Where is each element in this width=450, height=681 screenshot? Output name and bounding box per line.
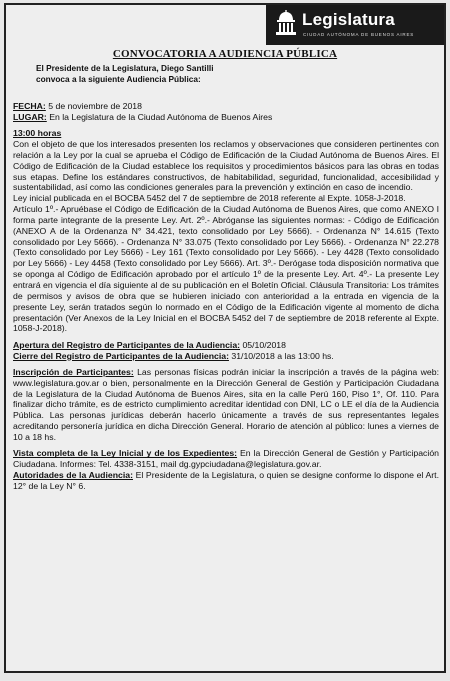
legislature-building-icon (274, 10, 298, 38)
cierre-label: Cierre del Registro de Participantes de la Audiencia: (13, 350, 229, 361)
fecha-value: 5 de noviembre de 2018 (45, 101, 142, 111)
inscripcion-paragraph (13, 367, 439, 443)
inscripcion-value: Las personas físicas podrán iniciar la inscripción a través de la página web: www.legislatura.gov.ar o bien, personalmente en la Dirección General de Gestión y Participación Ciudadana de la Legislatura de la Ciudad Autónoma de Buenos Aires, sita en la calle Perú 160, Piso 1°, Of. 110. Para finalizar dicho trámite, es de estricto cumplimiento acreditar identidad con DNI, LC o LE el día de la Audiencia Pública. Las personas jurídicas deberán hacerlo únicamente a través de sus representantes legales acreditando personería jurídica en dicha Dirección General. Horario de atención al público: lunes a viernes de 10 a 18 hs. (13, 366, 440, 442)
hora-line (13, 128, 439, 139)
inscripcion-label: Inscripción de Participantes: (13, 366, 134, 377)
autoridades-label: Autoridades de la Audiencia: (13, 470, 133, 480)
vista-value: En la Dirección General de Gestión y Participación Ciudadana. Informes: Tel. 4338-3151, mail dg.gypciudadana@legislatura.gov.ar. (13, 448, 439, 470)
body-paragraph-1: Con el objeto de que los interesados presenten los reclamos y observaciones que consideren pertinentes con relación a la Ley por la cual se aprueba el Código de Edificación de la Ciudad Autónoma de Buenos Aires. El Código de Edificación de la Ciudad establece los requisitos y procedimientos básicos para las obras en todas sus etapas. Define los estándares constructivos, de habitabilidad, seguridad, funcionalidad, accesibilidad y sustentabilidad, así como las condiciones generales para la prevención y extinción en caso de incendio. (13, 139, 439, 193)
cierre-value: 31/10/2018 a las 13:00 hs. (228, 350, 334, 361)
intro-block (36, 63, 214, 85)
autoridades-paragraph (13, 470, 439, 492)
apertura-label: Apertura del Registro de Participantes de la Audiencia: (13, 339, 241, 350)
vista-paragraph (13, 448, 439, 470)
lugar-line (13, 112, 439, 123)
lugar-label: LUGAR: (13, 111, 47, 122)
lugar-value: En la Legislatura de la Ciudad Autónoma de Buenos Aires (46, 111, 273, 122)
apertura-line (13, 340, 439, 351)
apertura-value: 05/10/2018 (240, 339, 286, 350)
vista-label: Vista completa de la Ley Inicial y de los Expedientes: (13, 448, 238, 459)
logo-name: Legislatura (302, 10, 395, 29)
notice-title: CONVOCATORIA A AUDIENCIA PÚBLICA (112, 48, 338, 60)
notice-content (13, 101, 439, 492)
intro-line-1: El Presidente de la Legislatura, Diego Santilli (36, 63, 214, 73)
cierre-line (13, 351, 439, 362)
body-paragraph-2: Ley inicial publicada en el BOCBA 5452 del 7 de septiembre de 2018 referente al Expte. 1058-J-2018. (13, 193, 406, 204)
intro-line-2: convoca a la siguiente Audiencia Pública: (36, 74, 201, 84)
hora-label: 13:00 horas (13, 128, 62, 139)
fecha-label: FECHA: (13, 101, 46, 111)
autoridades-value: El Presidente de la Legislatura, o quien se designe conforme lo dispone el Art. 12° de la Ley N° 6. (13, 470, 439, 491)
notice-page (4, 3, 446, 673)
logo-subtitle: CIUDAD AUTÓNOMA DE BUENOS AIRES (303, 32, 415, 37)
fecha-line (13, 101, 439, 112)
legislatura-logo (266, 5, 444, 45)
body-paragraph-3: Artículo 1º.- Apruébase el Código de Edificación de la Ciudad Autónoma de Buenos Aires, que como ANEXO I forma parte integrante de la presente Ley. Art. 2º.- Abróganse las siguientes normas: - Código de Edificación (ANEXO A de la Ordenanza N° 34.421, texto consolidado por Ley 5666). - Ordenanza N° 14.615 (Texto consolidado por Ley 5666). - Ordenanza N° 33.075 (Texto consolidado por Ley 5666). - Ordenanza N° 22.278 (Texto consolidado por Ley 5666) - Ley 161 (Texto consolidado por Ley 5666). - Ley 4428 (Texto consolidado por Ley 5666) - Ley 4458 (Texto consolidado por Ley 5666). Art. 3º.- Derógase toda disposición normativa que se oponga al Código de Edificación aprobado por el artículo 1º de la presente Ley. Art. 4º.- La presente Ley entrará en vigencia el día siguiente al de su publicación en el Boletín Oficial. Cláusula Transitoria: Los trámites de permisos y avisos de obra que se hubieren iniciado con anterioridad a la entrada en vigencia de la presente Ley, serán tratados según lo normado en el Código de la Edificación vigente al momento de dicha presentación (Ver Anexos de la Ley Inicial en el BOCBA 5452 del 7 de septiembre de 2018 referente al Expte. 1058-J-2018). (13, 204, 439, 334)
